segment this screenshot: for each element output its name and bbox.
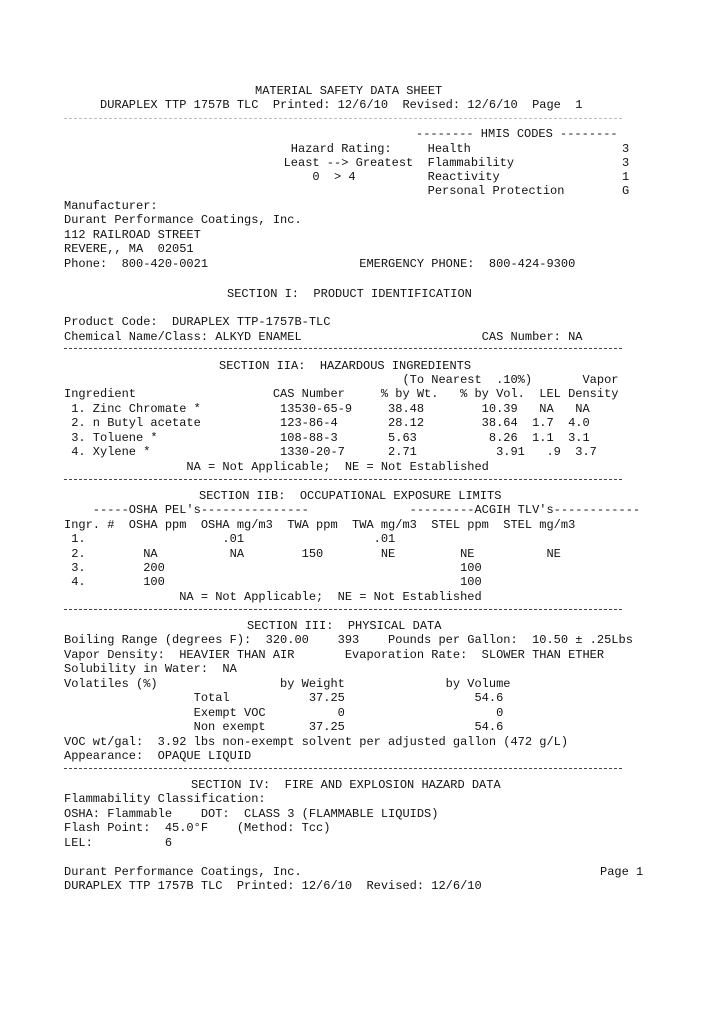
manufacturer-street: 112 RAILROAD STREET	[64, 228, 201, 242]
exposure-groups: -----OSHA PEL's--------------- ---------ACGIH TLV's------------	[64, 503, 641, 517]
manufacturer-city: REVERE,, MA 02051	[64, 242, 194, 256]
ingredient-row: 3. Toluene * 108-88-3 5.63 8.26 1.1 3.1	[64, 431, 590, 445]
section-2b-heading: SECTION IIB: OCCUPATIONAL EXPOSURE LIMITS	[199, 489, 502, 503]
product-code: Product Code: DURAPLEX TTP-1757B-TLC	[64, 315, 331, 329]
section-1-heading: SECTION I: PRODUCT IDENTIFICATION	[227, 287, 472, 301]
manufacturer-label: Manufacturer:	[64, 199, 158, 213]
hmis-row: Least --> Greatest Flammability 3	[262, 156, 630, 170]
hmis-row: Personal Protection G	[262, 184, 630, 198]
ingredients-footnote: NA = Not Applicable; NE = Not Established	[64, 460, 489, 474]
ingredient-row: 4. Xylene * 1330-20-7 2.71 3.91 .9 3.7	[64, 445, 597, 459]
exposure-row: 4. 100 100	[64, 575, 482, 589]
divider	[64, 609, 622, 610]
fire-line: LEL: 6	[64, 836, 173, 850]
physical-line: Boiling Range (degrees F): 320.00 393 Pounds per Gallon: 10.50 ± .25Lbs	[64, 633, 633, 647]
chemical-name-line: Chemical Name/Class: ALKYD ENAMEL CAS Number: NA	[64, 330, 583, 344]
ingredient-row: 2. n Butyl acetate 123-86-4 28.12 38.64 1.7 4.0	[64, 416, 590, 430]
footer-product-line: DURAPLEX TTP 1757B TLC Printed: 12/6/10 Revised: 12/6/10	[64, 879, 482, 893]
ingredient-row: 1. Zinc Chromate * 13530-65-9 38.48 10.39 NA NA	[64, 402, 590, 416]
section-3-heading: SECTION III: PHYSICAL DATA	[247, 619, 442, 633]
hmis-row: 0 > 4 Reactivity 1	[262, 170, 630, 184]
fire-line: Flammability Classification:	[64, 792, 266, 806]
exposure-row: 3. 200 100	[64, 561, 482, 575]
ingredients-header-2: Ingredient CAS Number % by Wt. % by Vol. LEL Density	[64, 387, 619, 401]
physical-line: Total 37.25 54.6	[64, 691, 504, 705]
hmis-heading: -------- HMIS CODES --------	[416, 127, 618, 141]
footer-page: Page 1	[600, 865, 644, 879]
physical-line: Appearance: OPAQUE LIQUID	[64, 749, 252, 763]
physical-line: Exempt VOC 0 0	[64, 706, 504, 720]
exposure-header: Ingr. # OSHA ppm OSHA mg/m3 TWA ppm TWA mg/m3 STEL ppm STEL mg/m3	[64, 518, 576, 532]
section-2a-heading: SECTION IIA: HAZARDOUS INGREDIENTS	[219, 359, 472, 373]
divider	[64, 348, 622, 349]
exposure-row: 1. .01 .01	[64, 532, 396, 546]
document-subtitle: DURAPLEX TTP 1757B TLC Printed: 12/6/10 Revised: 12/6/10 Page 1	[100, 98, 583, 112]
divider	[64, 768, 622, 769]
manufacturer-name: Durant Performance Coatings, Inc.	[64, 213, 302, 227]
divider	[64, 479, 622, 480]
footer-company: Durant Performance Coatings, Inc.	[64, 865, 302, 879]
section-4-heading: SECTION IV: FIRE AND EXPLOSION HAZARD DATA	[191, 778, 501, 792]
physical-line: VOC wt/gal: 3.92 lbs non-exempt solvent per adjusted gallon (472 g/L)	[64, 735, 569, 749]
fire-line: OSHA: Flammable DOT: CLASS 3 (FLAMMABLE LIQUIDS)	[64, 807, 439, 821]
physical-line: Volatiles (%) by Weight by Volume	[64, 677, 511, 691]
physical-line: Solubility in Water: NA	[64, 662, 237, 676]
exposure-row: 2. NA NA 150 NE NE NE	[64, 547, 561, 561]
physical-line: Non exempt 37.25 54.6	[64, 720, 504, 734]
phone-line: Phone: 800-420-0021 EMERGENCY PHONE: 800-424-9300	[64, 257, 576, 271]
ingredients-header-1: (To Nearest .10%) Vapor	[64, 373, 619, 387]
physical-line: Vapor Density: HEAVIER THAN AIR Evaporation Rate: SLOWER THAN ETHER	[64, 648, 605, 662]
divider	[64, 118, 622, 119]
hmis-row: Hazard Rating: Health 3	[262, 142, 630, 156]
exposure-footnote: NA = Not Applicable; NE = Not Established	[64, 590, 482, 604]
fire-line: Flash Point: 45.0°F (Method: Tcc)	[64, 821, 331, 835]
document-title: MATERIAL SAFETY DATA SHEET	[255, 84, 443, 98]
